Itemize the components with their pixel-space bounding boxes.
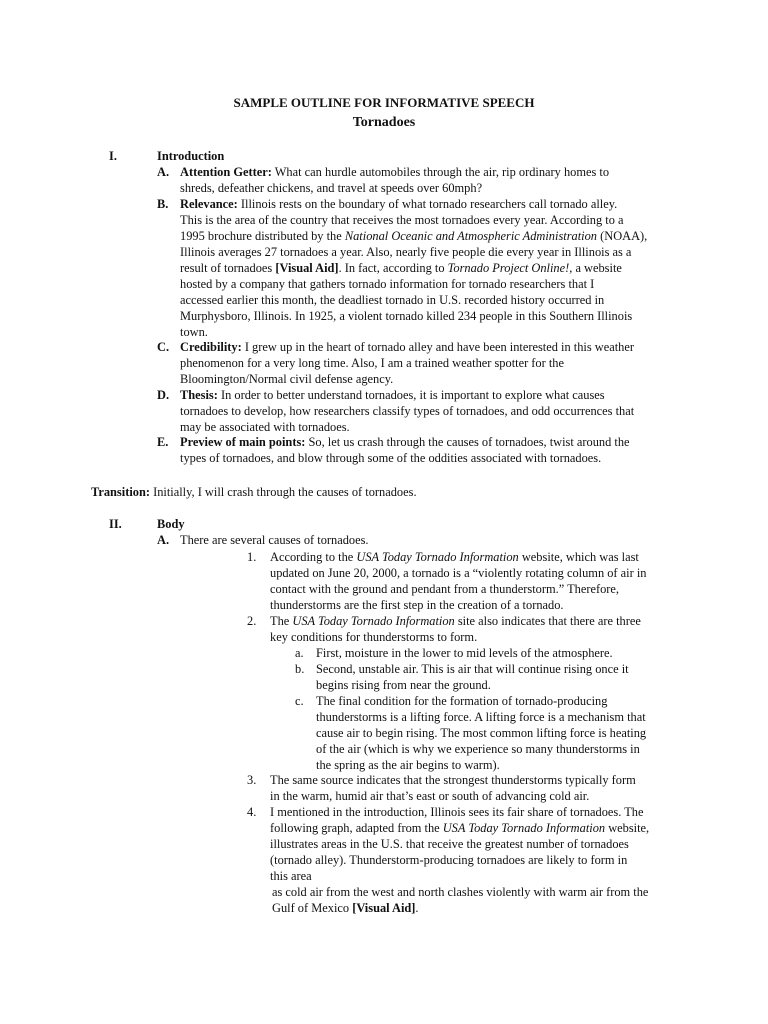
list-item-1-text: According to the USA Today Tornado Information website, which was last updated on June 20, 2000, a tornado is a “violently rotating column of air in contact with the ground and pendant from a thunderstorm.” Therefore, thunderstorms are the first step in the creation of a tornado. (270, 550, 647, 612)
thesis-text: Thesis: In order to better understand tornadoes, it is important to explore what causes tornadoes to develop, how researchers classify types of tornadoes, and odd occurrences that may be associated with tornadoes. (180, 388, 635, 434)
attention-getter-label: Attention Getter: (180, 165, 272, 179)
preview-label: Preview of main points: (180, 435, 306, 449)
list-item-4-text: I mentioned in the introduction, Illinois sees its fair share of tornadoes. The following graph, adapted from the USA Today Tornado Information website, illustrates areas in the U.S. that receive the greatest number of tornadoes (tornado alley). Thunderstorm-producing tornadoes are likely to form in this area (270, 805, 650, 883)
sub-letter-b: b. (295, 662, 305, 676)
credibility-text: Credibility: I grew up in the heart of tornado alley and have been interested in this weather phenomenon for a very long time. Also, I am a trained weather spotter for the Bloomington/Normal civil defense agency. (180, 340, 634, 386)
attention-getter-text: Attention Getter: What can hurdle automobiles through the air, rip ordinary homes to shreds, defeather chickens, and travel at speeds over 60mph? (180, 165, 610, 195)
relevance-text: Relevance: Illinois rests on the boundary of what tornado researchers call tornado alley. This is the area of the country that receives the most tornadoes every year. According to a 1995 brochure distributed by the National Oceanic and Atmospheric Administration (NOAA), Illinois averages 27 tornadoes a year. Also, nearly five people die every year in Illinois as a result of tornadoes [Visual Aid]. In fact, according to Tornado Project Online!, a website hosted by a company that gathers tornado information for tornado researchers that I accessed earlier this month, the deadliest tornado in U.S. recorded history occurred in Murphysboro, Illinois. In 1925, a violent tornado killed 234 people in this Southern Illinois town. (180, 197, 648, 339)
sub-letter-c: c. (295, 694, 304, 708)
body-item-letter-a: A. (157, 533, 170, 547)
sub-item-c-text: The final condition for the formation of tornado-producing thunderstorms is a lifting force. A lifting force is a mechanism that cause air to begin rising. The most common lifting force is heating of the air (which is why we experience so many thunderstorms in the spring as the air begins to warm). (316, 694, 647, 772)
item-letter-b: B. (157, 197, 169, 211)
transition-line: Transition: Initially, I will crash through the causes of tornadoes. (91, 485, 417, 499)
item-letter-d: D. (157, 388, 170, 402)
credibility-label: Credibility: (180, 340, 242, 354)
sub-item-b-text: Second, unstable air. This is air that will continue rising once it begins rising from near the ground. (316, 662, 629, 692)
list-number-1: 1. (247, 550, 257, 564)
preview-text: Preview of main points: So, let us crash through the causes of tornadoes, twist around the types of tornadoes, and blow through some of the oddities associated with tornadoes. (180, 435, 630, 465)
section-numeral-body: II. (109, 517, 122, 531)
list-item-3-text: The same source indicates that the strongest thunderstorms typically form in the warm, humid air that’s east or south of advancing cold air. (270, 773, 636, 803)
list-number-2: 2. (247, 614, 257, 628)
sub-letter-a: a. (295, 646, 304, 660)
list-number-3: 3. (247, 773, 257, 787)
sub-item-a-text: First, moisture in the lower to mid levels of the atmosphere. (316, 646, 613, 660)
section-numeral-introduction: I. (109, 149, 117, 163)
item-letter-e: E. (157, 435, 169, 449)
relevance-label: Relevance: (180, 197, 238, 211)
list-item-2-text: The USA Today Tornado Information site also indicates that there are three key conditions for thunderstorms to form. (270, 614, 641, 644)
list-number-4: 4. (247, 805, 257, 819)
section-heading-body: Body (157, 517, 185, 531)
item-letter-c: C. (157, 340, 170, 354)
document-subtitle: Tornadoes (352, 115, 416, 130)
list-item-4-continuation: as cold air from the west and north clashes violently with warm air from the Gulf of Mexico [Visual Aid]. (272, 885, 649, 915)
causes-text: There are several causes of tornadoes. (180, 533, 369, 547)
section-heading-introduction: Introduction (157, 149, 225, 163)
transition-label: Transition: (91, 485, 150, 499)
thesis-label: Thesis: (180, 388, 218, 402)
visual-aid-marker: [Visual Aid] (275, 261, 339, 275)
visual-aid-marker: [Visual Aid] (352, 901, 416, 915)
document-title: SAMPLE OUTLINE FOR INFORMATIVE SPEECH (233, 95, 535, 110)
item-letter-a: A. (157, 165, 170, 179)
